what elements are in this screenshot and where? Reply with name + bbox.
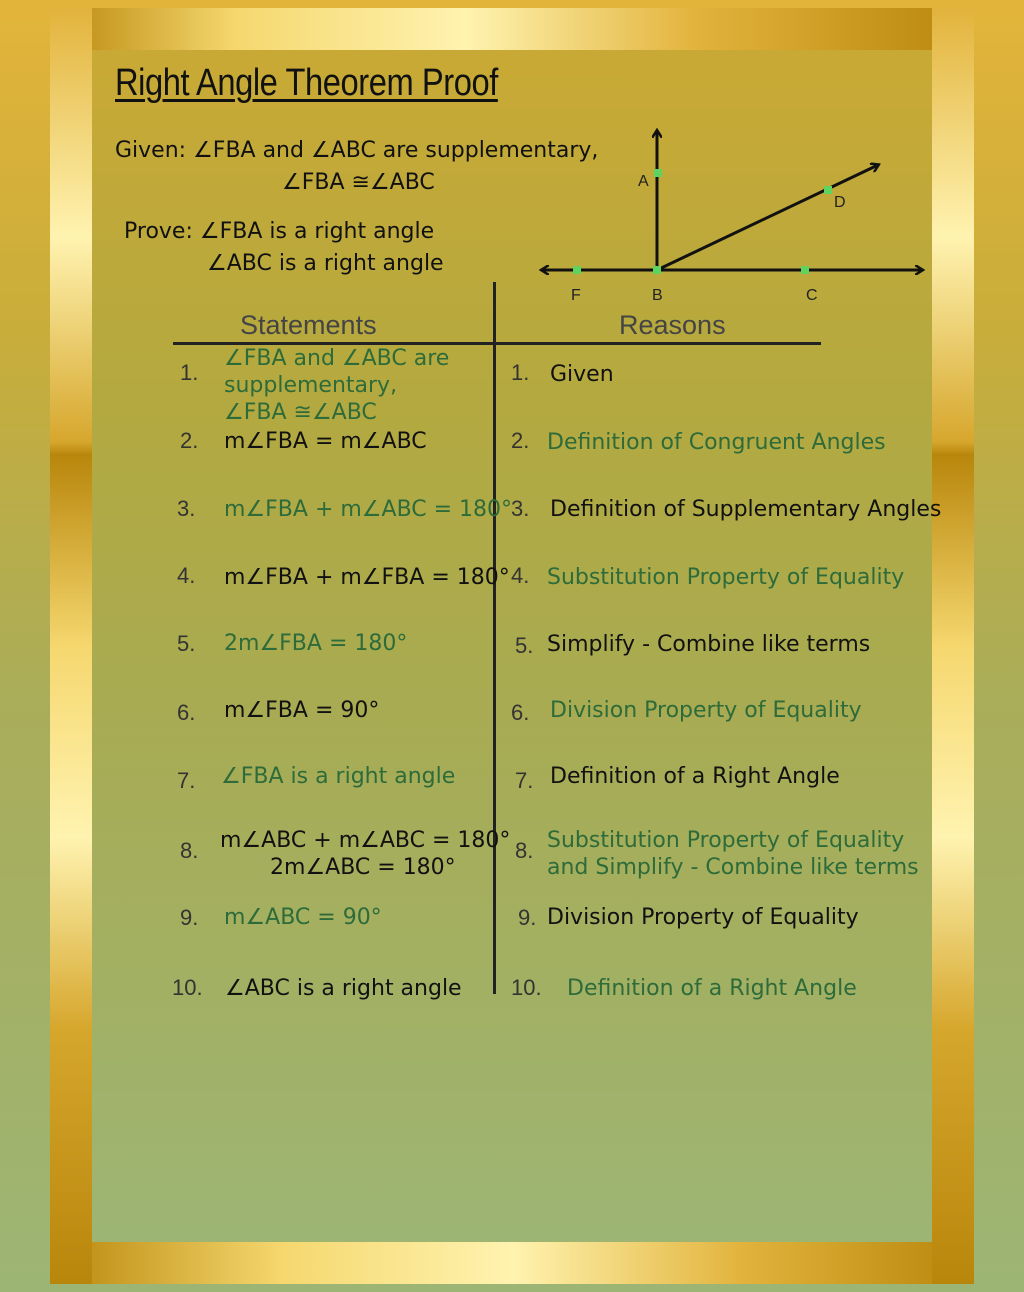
statement-number: 2. — [180, 428, 199, 453]
reason-number: 1. — [511, 360, 530, 385]
reason-number: 9. — [518, 905, 537, 930]
label-a: A — [638, 173, 649, 190]
statement-text: supplementary, — [224, 373, 398, 398]
reason-text: Division Property of Equality — [550, 698, 862, 723]
statement-number: 4. — [177, 563, 196, 588]
statement-text: ∠ABC is a right angle — [225, 976, 462, 1001]
ray-bd — [657, 165, 878, 270]
reason-number: 3. — [511, 496, 530, 521]
label-f: F — [571, 287, 581, 304]
statement-number: 8. — [180, 838, 199, 863]
label-c: C — [806, 287, 818, 304]
statement-text: 2m∠FBA = 180° — [224, 631, 408, 656]
statement-text: m∠ABC = 90° — [224, 905, 382, 930]
statement-number: 9. — [180, 905, 199, 930]
statement-number: 7. — [177, 768, 196, 793]
reason-text: Simplify - Combine like terms — [547, 632, 871, 657]
statement-text: m∠FBA = m∠ABC — [224, 429, 427, 454]
prove-line-1: Prove: ∠FBA is a right angle — [124, 219, 435, 244]
reason-text: Division Property of Equality — [547, 905, 859, 930]
reason-text: Definition of Congruent Angles — [547, 430, 886, 455]
statement-number: 3. — [177, 496, 196, 521]
statement-text: 2m∠ABC = 180° — [270, 855, 456, 880]
reason-number: 7. — [515, 768, 534, 793]
reason-number: 6. — [511, 700, 530, 725]
point-c — [801, 266, 809, 274]
given-line-1: Given: ∠FBA and ∠ABC are supplementary, — [115, 138, 599, 163]
point-b — [653, 266, 661, 274]
label-d: D — [834, 194, 846, 211]
geometry-diagram — [0, 0, 1024, 320]
reason-text: and Simplify - Combine like terms — [547, 855, 919, 880]
statement-number: 5. — [177, 631, 196, 656]
statement-text: ∠FBA and ∠ABC are — [224, 346, 450, 371]
statement-text: m∠FBA = 90° — [224, 698, 380, 723]
statement-number: 6. — [177, 700, 196, 725]
point-a — [654, 169, 662, 177]
point-f — [573, 266, 581, 274]
reason-text: Substitution Property of Equality — [547, 828, 905, 853]
reason-number: 8. — [515, 838, 534, 863]
statement-text: m∠FBA + m∠FBA = 180° — [224, 565, 510, 590]
statements-header: Statements — [240, 310, 377, 340]
statement-text: ∠FBA is a right angle — [221, 764, 456, 789]
reason-number: 5. — [515, 633, 534, 658]
page-title: Right Angle Theorem Proof — [115, 62, 498, 104]
statement-number: 10. — [172, 975, 203, 1000]
label-b: B — [652, 287, 663, 304]
reason-number: 10. — [511, 975, 542, 1000]
table-column-divider — [493, 282, 496, 994]
reason-text: Given — [550, 362, 614, 387]
reason-text: Definition of Supplementary Angles — [550, 497, 942, 522]
table-header-rule — [173, 342, 821, 345]
statement-number: 1. — [180, 360, 199, 385]
reason-text: Definition of a Right Angle — [567, 976, 857, 1001]
statement-text: m∠ABC + m∠ABC = 180° — [220, 828, 511, 853]
reason-number: 2. — [511, 428, 530, 453]
statement-text: ∠FBA ≅∠ABC — [224, 400, 377, 425]
statement-text: m∠FBA + m∠ABC = 180° — [224, 497, 513, 522]
reason-text: Definition of a Right Angle — [550, 764, 840, 789]
given-line-2: ∠FBA ≅∠ABC — [282, 170, 435, 195]
point-d — [824, 186, 832, 194]
frame-bottom — [50, 1242, 974, 1284]
prove-line-2: ∠ABC is a right angle — [207, 251, 444, 276]
reason-number: 4. — [511, 563, 530, 588]
reason-text: Substitution Property of Equality — [547, 565, 905, 590]
reasons-header: Reasons — [619, 310, 726, 340]
